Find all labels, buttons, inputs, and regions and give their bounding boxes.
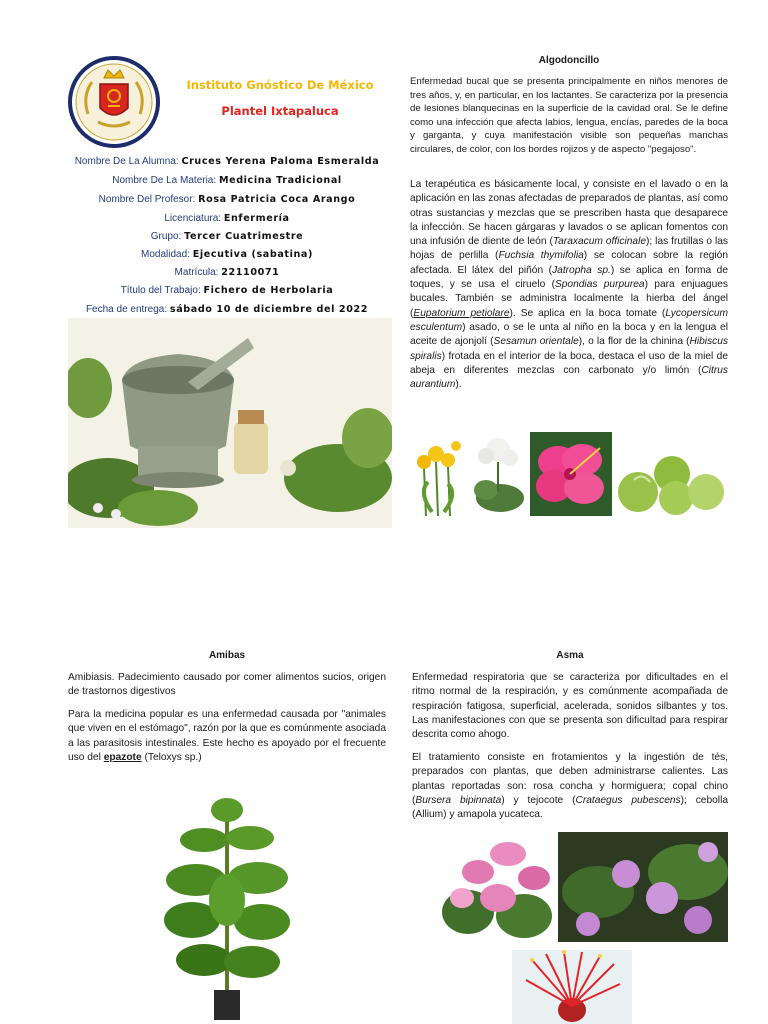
institute-name: Instituto Gnóstico De México xyxy=(186,78,374,92)
info-row xyxy=(62,156,392,167)
text-run: ). Se aplica en la boca tomate ( xyxy=(509,307,666,319)
text-run: ) para enjuagues bucales. También se administra localmente la hierba del ángel ( xyxy=(410,279,729,319)
info-label: Matrícula: xyxy=(174,267,219,278)
amibas-title: Amibas xyxy=(208,650,246,661)
species-name: Spondias purpurea xyxy=(554,279,645,291)
info-row xyxy=(62,249,392,260)
text-run: ), o la flor de la chinina ( xyxy=(578,336,690,348)
info-value: 22110071 xyxy=(221,267,280,278)
hormiguera-image xyxy=(558,832,728,942)
asma-title: Asma xyxy=(556,650,584,661)
info-row xyxy=(62,175,392,186)
info-label: Licenciatura: xyxy=(164,213,222,224)
amapola-image xyxy=(512,950,632,1024)
amibas-paragraph-2 xyxy=(68,708,386,765)
rosa-concha-image xyxy=(438,832,556,942)
info-row xyxy=(62,267,392,278)
info-value: Rosa Patricia Coca Arango xyxy=(198,194,356,205)
species-name: Citrus aurantium xyxy=(410,364,728,391)
text-run: (Teloxys sp.) xyxy=(141,751,202,763)
hibiscus-image xyxy=(530,432,612,516)
info-row xyxy=(62,304,392,315)
school-logo xyxy=(68,56,160,148)
mortar-herbs-image xyxy=(68,318,392,528)
amibas-paragraph-1: Amibiasis. Padecimiento causado por comer alimentos sucios, origen de trastornos digestivos xyxy=(68,672,386,698)
species-name: Crataegus pubescens xyxy=(575,794,681,806)
species-name: Hibiscus spiralis xyxy=(410,336,728,362)
tomatillo-image xyxy=(614,452,728,516)
text-run: ) se aplica en forma de toques, y se usa el ciruelo ( xyxy=(410,264,728,291)
plant-name: epazote xyxy=(103,751,142,763)
species-name: Jatropha sp. xyxy=(552,264,611,276)
info-value: sábado 10 de diciembre del 2022 xyxy=(169,304,369,315)
campus-name: Plantel Ixtapaluca xyxy=(221,104,339,118)
text-run: Para la medicina popular es una enfermedad causada por "animales que viven en el estómago", razón por la que es comúnmente asociada a las parasitosis intestinales. Este hecho es apoyado por el frecuente uso del xyxy=(68,709,386,763)
dandelion-image xyxy=(412,432,464,516)
info-label: Título del Trabajo: xyxy=(120,285,201,296)
info-value: Cruces Yerena Paloma Esmeralda xyxy=(181,156,380,167)
algodoncillo-paragraph-2 xyxy=(410,178,728,392)
species-name: Taraxacum officinale xyxy=(552,236,647,248)
info-row xyxy=(62,231,392,242)
asma-paragraph-1: Enfermedad respiratoria que se caracteriza por dificultades en el ritmo normal de la respiración, y es comúnmente acompañada de respiración fatigosa, superficial, acelerada, sonidos silbantes y tos. Las manifestaciones con que se presenta son dificultad para respirar descrita como ahogo. xyxy=(412,672,728,741)
species-name: Lycopersicum esculentum xyxy=(410,307,728,333)
text-run: ). xyxy=(455,379,462,391)
species-name: Bursera bipinnata xyxy=(415,794,502,806)
text-run: ) y tejocote ( xyxy=(501,794,576,806)
info-label: Nombre Del Profesor: xyxy=(98,194,196,205)
info-label: Nombre De La Materia: xyxy=(112,175,217,186)
text-run: ); cebolla (Allium) y amapola yucateca. xyxy=(412,794,728,821)
info-row xyxy=(62,285,392,296)
info-value: Fichero de Herbolaria xyxy=(203,285,334,296)
info-label: Grupo: xyxy=(150,231,182,242)
info-label: Nombre De La Alumna: xyxy=(74,156,179,167)
info-label: Modalidad: xyxy=(141,249,190,260)
text-run: ); las frutillas o las hojas de perlilla ( xyxy=(410,236,728,262)
perlilla-image xyxy=(466,432,528,516)
info-value: Enfermería xyxy=(223,213,290,224)
species-name: Sesamun orientale xyxy=(493,336,579,348)
text-run: ) se colocan sobre la región afectada. El látex del piñón ( xyxy=(410,250,729,276)
epazote-image xyxy=(164,790,290,1020)
info-value: Medicina Tradicional xyxy=(218,175,342,186)
info-row xyxy=(62,194,392,205)
species-name: Eupatorium petiolare xyxy=(413,307,510,319)
info-value: Ejecutiva (sabatina) xyxy=(192,249,313,260)
text-run: El tratamiento consiste en frotamientos y la ingestión de tés, preparados con plantas, que deben administrarse calientes. Las plantas reportadas son: rosa concha y hormiguera; copal chino ( xyxy=(412,752,728,806)
text-run: ) asado, o se le unta al niño en la boca y en la lengua el aceite de ajonjolí ( xyxy=(410,321,728,348)
text-run: La terapéutica es básicamente local, y consiste en el lavado o en la aplicación en las zonas afectadas de preparados de plantas, así como otras sustancias y mezclas que se prescriben hasta que desaparece la infección. Se hacen gárgaras y lavados o se aplican fomentos con una infusión de diente de león ( xyxy=(410,179,728,248)
info-label: Fecha de entrega: xyxy=(85,304,168,315)
asma-paragraph-2 xyxy=(412,751,728,822)
info-row xyxy=(62,213,392,224)
text-run: ) frotada en el interior de la boca, destaca el uso de la miel de abeja en diferentes mezclas con carbonato y/o limón ( xyxy=(410,350,728,376)
algodoncillo-paragraph-1: Enfermedad bucal que se presenta principalmente en niños menores de tres años, y, en particular, en los lactantes. Se caracteriza por la presencia de lesiones blanquecinas en la superficie de la cavidad oral. Se le define como una infección que afecta labios, lengua, encías, paredes de la boca y garganta, y cuya manifestación visible son pequeñas manchas circulares, de color, con los bordes rojizos y de aspecto "pegajoso". xyxy=(410,76,728,155)
info-value: Tercer Cuatrimestre xyxy=(184,231,304,242)
algodoncillo-title: Algodoncillo xyxy=(538,55,600,66)
species-name: Fuchsia thymifolia xyxy=(498,250,584,262)
